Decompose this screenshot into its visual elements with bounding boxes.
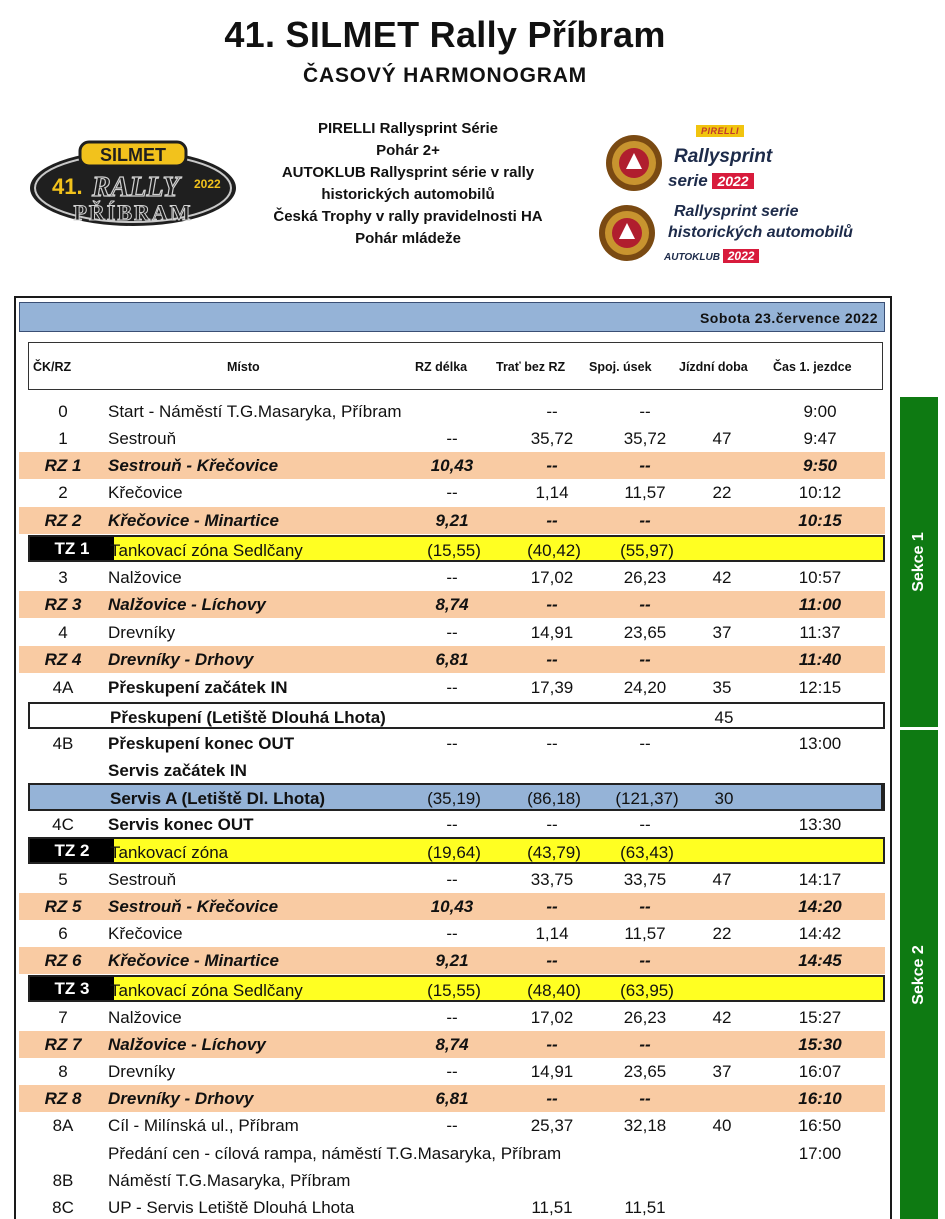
rallysprint-serie-text: serie bbox=[668, 171, 708, 190]
cell-link-section: 11,57 bbox=[624, 924, 666, 943]
cell-first-driver-time: 9:50 bbox=[802, 456, 838, 475]
cell-ck-rz: 8B bbox=[52, 1171, 74, 1190]
cell-location: Cíl - Milínská ul., Příbram bbox=[108, 1116, 299, 1135]
cell-link-section: (63,95) bbox=[620, 981, 674, 1000]
cell-location: Křečovice - Minartice bbox=[108, 951, 280, 970]
cell-first-driver-time: 13:30 bbox=[798, 815, 842, 834]
cell-route-without-rz: -- bbox=[546, 1089, 558, 1108]
schedule-row-tc bbox=[19, 425, 885, 452]
cell-ck-rz: TZ 2 bbox=[30, 839, 114, 862]
cell-location: Přeskupení začátek IN bbox=[108, 678, 288, 697]
table-header bbox=[28, 342, 883, 390]
logo-town-text: PŘÍBRAM bbox=[73, 200, 193, 225]
schedule-row-srv bbox=[28, 783, 885, 811]
cell-rz-length: -- bbox=[446, 924, 458, 943]
day-label: Sobota 23.července 2022 bbox=[699, 310, 878, 326]
historic-series-title: Rallysprint serie bbox=[674, 203, 799, 220]
cell-first-driver-time: 14:42 bbox=[798, 924, 842, 943]
cell-rz-length: -- bbox=[446, 429, 458, 448]
schedule-row-tc bbox=[19, 564, 885, 591]
cell-link-section: 11,51 bbox=[624, 1198, 666, 1217]
cell-location: UP - Servis Letiště Dlouhá Lhota bbox=[108, 1198, 355, 1217]
cell-ck-rz: RZ 8 bbox=[44, 1089, 82, 1108]
cell-ck-rz: TZ 3 bbox=[30, 977, 114, 1000]
cell-rz-length: -- bbox=[446, 678, 458, 697]
cell-location: Náměstí T.G.Masaryka, Příbram bbox=[108, 1171, 351, 1190]
cell-location: Nalžovice bbox=[108, 568, 182, 587]
cell-location: Křečovice bbox=[108, 483, 183, 502]
cell-first-driver-time: 12:15 bbox=[798, 678, 842, 697]
cell-rz-length: -- bbox=[446, 1008, 458, 1027]
cell-route-without-rz: -- bbox=[546, 815, 558, 834]
cell-location: Nalžovice bbox=[108, 1008, 182, 1027]
cell-rz-length: 6,81 bbox=[435, 650, 469, 669]
rallysprint-title: Rallysprint bbox=[674, 146, 773, 167]
cell-location: Křečovice bbox=[108, 924, 183, 943]
cell-first-driver-time: 17:00 bbox=[798, 1144, 842, 1163]
cell-driving-time: 22 bbox=[712, 483, 732, 502]
cell-driving-time: 42 bbox=[712, 568, 732, 587]
header-trat-bez-rz: Trať bez RZ bbox=[496, 360, 566, 374]
cell-location: Přeskupení konec OUT bbox=[108, 734, 295, 753]
logo-year-text: 2022 bbox=[194, 177, 221, 191]
cell-rz-length: (19,64) bbox=[427, 843, 481, 862]
cell-first-driver-time: 11:40 bbox=[798, 650, 842, 669]
cell-driving-time: 42 bbox=[712, 1008, 732, 1027]
cell-rz-length: 8,74 bbox=[435, 595, 469, 614]
section-2-label: Sekce 2 bbox=[910, 944, 927, 1005]
cell-driving-time: 47 bbox=[712, 429, 732, 448]
section-1-bar bbox=[900, 397, 938, 727]
cell-rz-length: -- bbox=[446, 483, 458, 502]
header-misto: Místo bbox=[227, 360, 260, 374]
cell-rz-length: 10,43 bbox=[430, 456, 474, 475]
header-cas-prvniho-jezdce: Čas 1. jezdce bbox=[773, 360, 852, 374]
cell-link-section: -- bbox=[639, 897, 651, 916]
cell-link-section: -- bbox=[639, 456, 651, 475]
cell-link-section: -- bbox=[639, 511, 651, 530]
cell-route-without-rz: 1,14 bbox=[535, 483, 569, 502]
cell-ck-rz: 3 bbox=[58, 568, 68, 587]
cell-rz-length: (15,55) bbox=[427, 981, 481, 1000]
logo-rally-text: RALLY bbox=[92, 172, 180, 203]
cell-route-without-rz: 33,75 bbox=[530, 870, 574, 889]
header-spoj-usek: Spoj. úsek bbox=[589, 360, 652, 374]
schedule-row-tc bbox=[19, 1140, 885, 1167]
cell-first-driver-time: 16:07 bbox=[798, 1062, 842, 1081]
cell-location: Servis konec OUT bbox=[108, 815, 254, 834]
cell-route-without-rz: 11,51 bbox=[531, 1198, 573, 1217]
cell-route-without-rz: 17,39 bbox=[530, 678, 574, 697]
cell-location: Nalžovice - Líchovy bbox=[108, 1035, 266, 1054]
cell-ck-rz: 4 bbox=[58, 623, 68, 642]
cell-first-driver-time: 14:45 bbox=[798, 951, 842, 970]
cell-link-section: -- bbox=[639, 650, 651, 669]
cell-location: Sestrouň bbox=[108, 429, 177, 448]
schedule-row-tc bbox=[19, 398, 885, 425]
cell-location: Sestrouň bbox=[108, 870, 177, 889]
cell-rz-length: 9,21 bbox=[435, 951, 469, 970]
cell-first-driver-time: 16:10 bbox=[798, 1089, 842, 1108]
cell-route-without-rz: -- bbox=[546, 511, 558, 530]
cell-route-without-rz: -- bbox=[546, 1035, 558, 1054]
cell-route-without-rz: 25,37 bbox=[530, 1116, 574, 1135]
cell-ck-rz: 2 bbox=[58, 483, 68, 502]
logo-top-text: SILMET bbox=[100, 145, 166, 165]
cell-route-without-rz: (48,40) bbox=[527, 981, 581, 1000]
cell-route-without-rz: 14,91 bbox=[530, 623, 574, 642]
cell-first-driver-time: 15:27 bbox=[798, 1008, 842, 1027]
cell-route-without-rz: -- bbox=[546, 951, 558, 970]
cell-route-without-rz: (86,18) bbox=[527, 789, 581, 808]
cell-route-without-rz: 17,02 bbox=[530, 1008, 574, 1027]
schedule-row-tcb bbox=[19, 674, 885, 701]
cell-route-without-rz: 17,02 bbox=[530, 568, 574, 587]
cell-rz-length: -- bbox=[446, 1062, 458, 1081]
page-title: 41. SILMET Rally Příbram bbox=[224, 14, 666, 55]
cell-first-driver-time: 13:00 bbox=[798, 734, 842, 753]
cell-rz-length: 9,21 bbox=[435, 511, 469, 530]
autoklub-text: AUTOKLUB bbox=[664, 252, 720, 263]
cell-rz-length: (35,19) bbox=[427, 789, 481, 808]
schedule-row-tc bbox=[19, 866, 885, 893]
cell-rz-length: -- bbox=[446, 870, 458, 889]
schedule-row-grp bbox=[28, 702, 885, 729]
cell-ck-rz: 4C bbox=[52, 815, 74, 834]
schedule-row-tc bbox=[19, 1058, 885, 1085]
cell-location: Drevníky - Drhovy bbox=[108, 1089, 254, 1108]
section-1-label: Sekce 1 bbox=[910, 532, 927, 592]
cell-ck-rz: 7 bbox=[58, 1008, 68, 1027]
cell-ck-rz: 8C bbox=[52, 1198, 74, 1217]
pirelli-label: PIRELLI bbox=[696, 125, 744, 137]
crest-icon bbox=[597, 203, 657, 263]
header-ck-rz: ČK/RZ bbox=[33, 360, 72, 374]
cell-link-section: -- bbox=[639, 595, 651, 614]
cell-driving-time: 40 bbox=[712, 1116, 732, 1135]
cell-location: Start - Náměstí T.G.Masaryka, Příbram bbox=[108, 402, 402, 421]
cell-ck-rz: RZ 3 bbox=[44, 595, 82, 614]
cell-route-without-rz: -- bbox=[546, 897, 558, 916]
cell-rz-length: 8,74 bbox=[435, 1035, 469, 1054]
rallysprint-year-badge: 2022 bbox=[712, 173, 753, 189]
cell-first-driver-time: 15:30 bbox=[798, 1035, 842, 1054]
cell-route-without-rz: 35,72 bbox=[530, 429, 574, 448]
cell-driving-time: 47 bbox=[712, 870, 732, 889]
schedule-row-tz bbox=[28, 837, 885, 864]
series-line: Pohár mládeže bbox=[355, 230, 461, 247]
cell-link-section: (121,37) bbox=[615, 789, 679, 808]
cell-link-section: 11,57 bbox=[624, 483, 666, 502]
cell-first-driver-time: 14:17 bbox=[798, 870, 842, 889]
schedule-row-tc bbox=[19, 1194, 885, 1219]
schedule-row-rz bbox=[19, 591, 885, 618]
cell-driving-time: 22 bbox=[712, 924, 732, 943]
cell-ck-rz: 5 bbox=[58, 870, 68, 889]
cell-driving-time: 45 bbox=[714, 708, 734, 727]
header-rz-delka: RZ délka bbox=[415, 360, 468, 374]
cell-rz-length: -- bbox=[446, 1116, 458, 1135]
cell-rz-length: (15,55) bbox=[427, 541, 481, 560]
logo-number-text: 41. bbox=[52, 174, 83, 199]
cell-location: Drevníky - Drhovy bbox=[108, 650, 254, 669]
cell-ck-rz: 8 bbox=[58, 1062, 68, 1081]
cell-link-section: 24,20 bbox=[623, 678, 667, 697]
series-line: PIRELLI Rallysprint Série bbox=[317, 120, 499, 137]
cell-first-driver-time: 10:12 bbox=[798, 483, 842, 502]
schedule-row-tcb bbox=[19, 757, 885, 784]
schedule-row-rz bbox=[19, 1031, 885, 1058]
cell-driving-time: 30 bbox=[714, 789, 734, 808]
cell-route-without-rz: -- bbox=[546, 456, 558, 475]
cell-driving-time: 37 bbox=[712, 623, 732, 642]
schedule-row-rz bbox=[19, 947, 885, 974]
cell-link-section: (55,97) bbox=[620, 541, 674, 560]
cell-rz-length: -- bbox=[446, 815, 458, 834]
autoklub-line bbox=[664, 249, 759, 263]
cell-location: Tankovací zóna Sedlčany bbox=[110, 541, 303, 560]
cell-first-driver-time: 10:57 bbox=[798, 568, 842, 587]
page-subtitle: ČASOVÝ HARMONOGRAM bbox=[303, 64, 587, 87]
schedule-row-tz bbox=[28, 975, 885, 1002]
cell-ck-rz: RZ 4 bbox=[44, 650, 82, 669]
cell-driving-time: 35 bbox=[712, 678, 732, 697]
autoklub-year-badge: 2022 bbox=[723, 249, 760, 263]
cell-ck-rz: 0 bbox=[58, 402, 68, 421]
cell-first-driver-time: 11:37 bbox=[799, 623, 841, 642]
cell-route-without-rz: -- bbox=[546, 595, 558, 614]
cell-ck-rz: RZ 6 bbox=[44, 951, 82, 970]
schedule-row-rz bbox=[19, 507, 885, 534]
cell-location: Servis začátek IN bbox=[108, 761, 247, 780]
cell-location: Nalžovice - Líchovy bbox=[108, 595, 266, 614]
cell-ck-rz: RZ 5 bbox=[44, 897, 82, 916]
cell-first-driver-time: 9:47 bbox=[803, 429, 837, 448]
cell-location: Sestrouň - Křečovice bbox=[108, 456, 279, 475]
cell-link-section: 26,23 bbox=[623, 568, 667, 587]
cell-link-section: 26,23 bbox=[623, 1008, 667, 1027]
cell-ck-rz: 4A bbox=[52, 678, 74, 697]
cell-location: Servis A (Letiště Dl. Lhota) bbox=[110, 789, 326, 808]
schedule-row-rz bbox=[19, 452, 885, 479]
cell-link-section: -- bbox=[639, 734, 651, 753]
cell-ck-rz: 6 bbox=[58, 924, 68, 943]
cell-ck-rz: RZ 1 bbox=[44, 456, 82, 475]
section-2-bar bbox=[900, 730, 938, 1219]
schedule-row-tz bbox=[28, 535, 885, 562]
cell-route-without-rz: -- bbox=[546, 402, 558, 421]
cell-ck-rz: 1 bbox=[58, 429, 68, 448]
cell-location: Přeskupení (Letiště Dlouhá Lhota) bbox=[110, 708, 386, 727]
cell-rz-length: -- bbox=[446, 568, 458, 587]
cell-rz-length: -- bbox=[446, 734, 458, 753]
cell-location: Drevníky bbox=[108, 623, 176, 642]
cell-link-section: 33,75 bbox=[623, 870, 667, 889]
series-line: AUTOKLUB Rallysprint série v rally bbox=[281, 164, 535, 181]
schedule-row-tcb bbox=[19, 730, 885, 757]
schedule-row-rz bbox=[19, 646, 885, 673]
cell-link-section: -- bbox=[639, 815, 651, 834]
cell-rz-length: 6,81 bbox=[435, 1089, 469, 1108]
crest-icon bbox=[604, 133, 664, 193]
rally-logo bbox=[28, 140, 238, 228]
cell-first-driver-time: 10:15 bbox=[798, 511, 842, 530]
cell-ck-rz: RZ 7 bbox=[44, 1035, 82, 1054]
schedule-row-rz bbox=[19, 1085, 885, 1112]
rallysprint-serie-line bbox=[668, 171, 754, 191]
cell-link-section: -- bbox=[639, 1035, 651, 1054]
cell-ck-rz: TZ 1 bbox=[30, 537, 114, 560]
cell-route-without-rz: 1,14 bbox=[535, 924, 569, 943]
series-list bbox=[238, 118, 578, 250]
schedule-row-tc bbox=[19, 479, 885, 506]
cell-route-without-rz: 14,91 bbox=[530, 1062, 574, 1081]
cell-route-without-rz: -- bbox=[546, 734, 558, 753]
day-bar bbox=[19, 302, 885, 332]
cell-first-driver-time: 14:20 bbox=[798, 897, 842, 916]
cell-link-section: -- bbox=[639, 1089, 651, 1108]
cell-link-section: 23,65 bbox=[623, 1062, 667, 1081]
schedule-row-tc bbox=[19, 920, 885, 947]
cell-first-driver-time: 11:00 bbox=[798, 595, 842, 614]
series-line: Pohár 2+ bbox=[376, 142, 440, 159]
schedule-row-tcb bbox=[19, 811, 885, 838]
cell-rz-length: -- bbox=[446, 623, 458, 642]
cell-location: Tankovací zóna Sedlčany bbox=[110, 981, 303, 1000]
schedule-row-tc bbox=[19, 1112, 885, 1139]
cell-link-section: 32,18 bbox=[623, 1116, 667, 1135]
cell-ck-rz: 8A bbox=[52, 1116, 74, 1135]
cell-location: Drevníky bbox=[108, 1062, 176, 1081]
cell-route-without-rz: (40,42) bbox=[527, 541, 581, 560]
cell-location: Tankovací zóna bbox=[110, 843, 229, 862]
historic-series-subtitle: historických automobilů bbox=[668, 224, 853, 241]
cell-link-section: 35,72 bbox=[623, 429, 667, 448]
series-line: Česká Trophy v rally pravidelnosti HA bbox=[273, 208, 543, 225]
cell-link-section: 23,65 bbox=[623, 623, 667, 642]
cell-link-section: (63,43) bbox=[620, 843, 674, 862]
cell-ck-rz: RZ 2 bbox=[44, 511, 82, 530]
cell-ck-rz: 4B bbox=[52, 734, 74, 753]
schedule-row-tc bbox=[19, 619, 885, 646]
schedule-row-tc bbox=[19, 1004, 885, 1031]
schedule-row-tc bbox=[19, 1167, 885, 1194]
cell-rz-length: 10,43 bbox=[430, 897, 474, 916]
header-jizdni-doba: Jízdní doba bbox=[679, 360, 748, 374]
schedule-row-rz bbox=[19, 893, 885, 920]
cell-route-without-rz: -- bbox=[546, 650, 558, 669]
cell-driving-time: 37 bbox=[712, 1062, 732, 1081]
cell-location: Křečovice - Minartice bbox=[108, 511, 280, 530]
cell-first-driver-time: 16:50 bbox=[798, 1116, 842, 1135]
cell-route-without-rz: (43,79) bbox=[527, 843, 581, 862]
cell-link-section: -- bbox=[639, 951, 651, 970]
cell-location: Předání cen - cílová rampa, náměstí T.G.Masaryka, Příbram bbox=[108, 1144, 562, 1163]
cell-location: Sestrouň - Křečovice bbox=[108, 897, 279, 916]
cell-link-section: -- bbox=[639, 402, 651, 421]
series-line: historických automobilů bbox=[321, 186, 495, 203]
cell-first-driver-time: 9:00 bbox=[803, 402, 837, 421]
